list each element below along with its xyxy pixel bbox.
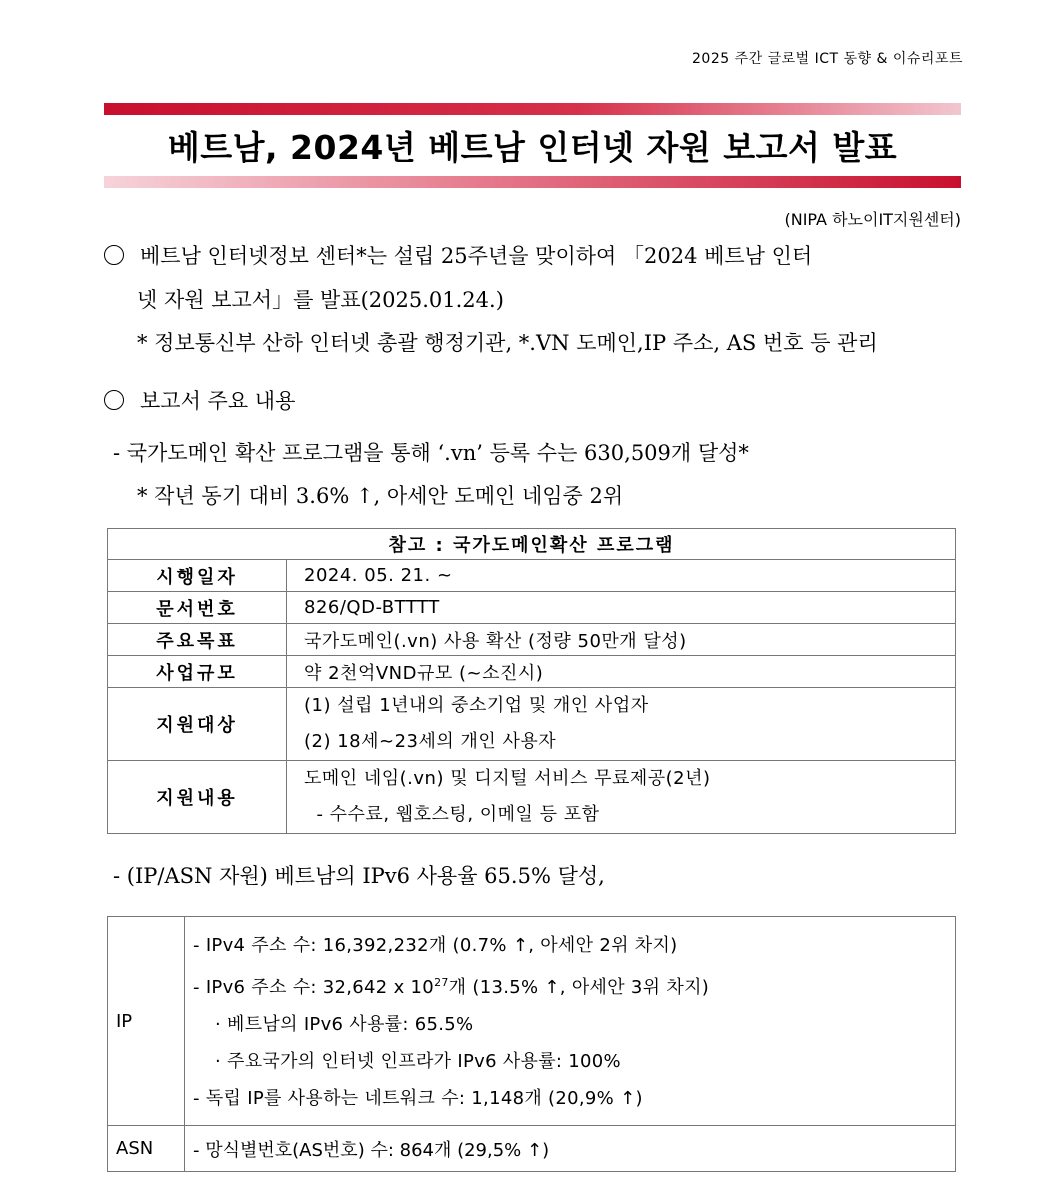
networks-line: - 독립 IP를 사용하는 네트워크 수: 1,148개 (20,9% ↑) <box>193 1088 643 1109</box>
table-row <box>108 1126 956 1172</box>
report-header: 2025 주간 글로벌 ICT 동향 & 이슈리포트 <box>692 51 963 67</box>
ip-asn-table <box>107 916 956 1172</box>
section1-line1: 베트남 인터넷정보 센터*는 설립 25주년을 맞이하여 「2024 베트남 인터 <box>140 244 813 268</box>
row-label: 주요목표 <box>108 624 287 656</box>
ip-values <box>185 917 956 1126</box>
row-value: 국가도메인(.vn) 사용 확산 (정량 50만개 달성) <box>287 624 956 656</box>
source-note: (NIPA 하노이IT지원센터) <box>784 210 961 229</box>
section1-note: * 정보통신부 산하 인터넷 총괄 행정기관, *.VN 도메인,IP 주소, AS 번호 등 관리 <box>137 331 878 355</box>
table-row <box>108 917 956 1126</box>
ipv6-major-line: · 주요국가의 인터넷 인프라가 IPv6 사용률: 100% <box>215 1051 621 1072</box>
title-top-bar <box>104 103 961 115</box>
table-row <box>108 560 956 592</box>
asn-value: - 망식별번호(AS번호) 수: 864개 (29,5% ↑) <box>185 1126 956 1172</box>
table-row <box>108 656 956 688</box>
table-row <box>108 761 956 834</box>
ipv6-suffix: 개 (13.5% ↑, 아세안 3위 차지) <box>448 977 710 998</box>
row-value <box>287 688 956 761</box>
circle-bullet-icon <box>104 245 124 265</box>
table-row <box>108 688 956 761</box>
title-bottom-bar <box>104 176 961 188</box>
table-row <box>108 624 956 656</box>
row-label: 지원내용 <box>108 761 287 834</box>
reference-table-header: 참고 : 국가도메인확산 프로그램 <box>108 529 956 560</box>
row-label: 시행일자 <box>108 560 287 592</box>
reference-table <box>107 528 956 834</box>
page-title: 베트남, 2024년 베트남 인터넷 자원 보고서 발표 <box>167 128 898 167</box>
row-value: 약 2천억VND규모 (~소진시) <box>287 656 956 688</box>
row-value: 826/QD-BTTTT <box>287 592 956 624</box>
ipv6-vn-line: · 베트남의 IPv6 사용률: 65.5% <box>215 1014 474 1035</box>
ip-label: IP <box>108 917 185 1126</box>
row-value <box>287 761 956 834</box>
section1-line2: 넷 자원 보고서」를 발표(2025.01.24.) <box>137 288 504 312</box>
row-value-line: 도메인 네임(.vn) 및 디지털 서비스 무료제공(2년) <box>304 768 711 789</box>
section2-bullet1-note: * 작년 동기 대비 3.6% ↑, 아세안 도메인 네임중 2위 <box>137 484 624 508</box>
section1-line1-row <box>104 240 960 270</box>
ipv4-line: - IPv4 주소 수: 16,392,232개 (0.7% ↑, 아세안 2위 차지) <box>193 935 678 956</box>
table-row <box>108 592 956 624</box>
row-value-line: - 수수료, 웹호스팅, 이메일 등 포함 <box>304 804 600 825</box>
circle-bullet-icon <box>104 390 124 410</box>
section2-heading-row <box>104 385 295 415</box>
row-label: 문서번호 <box>108 592 287 624</box>
row-value-line: (1) 설립 1년내의 중소기업 및 개인 사업자 <box>304 695 649 716</box>
asn-label: ASN <box>108 1126 185 1172</box>
ipv6-line <box>193 964 955 1006</box>
row-label: 지원대상 <box>108 688 287 761</box>
row-value: 2024. 05. 21. ~ <box>287 560 956 592</box>
ipv6-prefix: - IPv6 주소 수: 32,642 x 10 <box>193 977 435 998</box>
row-value-line: (2) 18세~23세의 개인 사용자 <box>304 731 557 752</box>
section2-bullet2: - (IP/ASN 자원) 베트남의 IPv6 사용율 65.5% 달성, <box>113 864 605 888</box>
ipv6-exponent: 27 <box>434 976 449 989</box>
section2-heading: 보고서 주요 내용 <box>140 389 296 413</box>
section2-bullet1: - 국가도메인 확산 프로그램을 통해 ‘.vn’ 등록 수는 630,509개 달성* <box>113 441 749 465</box>
row-label: 사업규모 <box>108 656 287 688</box>
